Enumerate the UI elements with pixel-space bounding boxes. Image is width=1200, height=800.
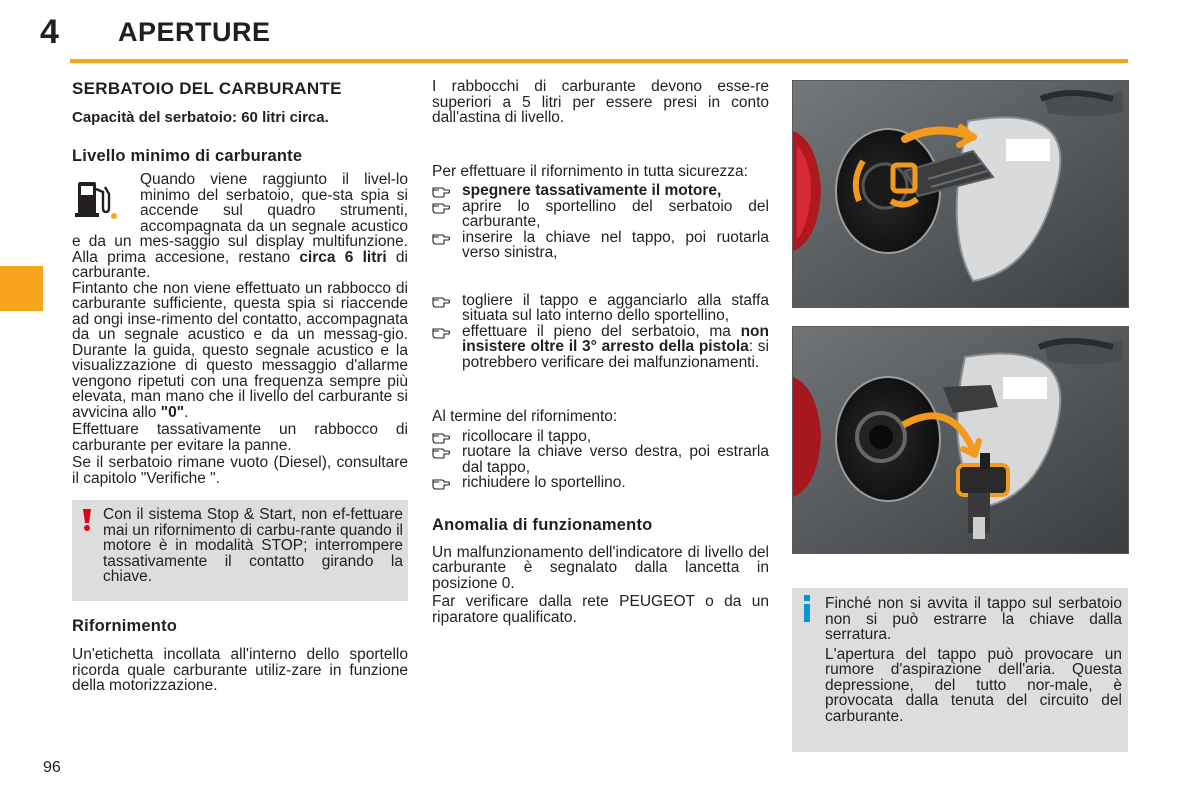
warning-note — [72, 500, 408, 601]
chapter-number: 4 — [40, 13, 59, 51]
safety-intro: Per effettuare il rifornimento in tutta sicurezza: — [432, 162, 748, 180]
text-run: di carburante. — [72, 248, 408, 281]
level-paragraph-3: Effettuare tassativamente un rabbocco di carburante per evitare la panne. — [72, 421, 408, 454]
pointing-hand-icon — [432, 200, 450, 214]
section-title: SERBATOIO DEL CARBURANTE — [72, 79, 342, 98]
list-item — [432, 324, 769, 371]
tank-capacity: Capacità del serbatoio: 60 litri circa. — [72, 109, 329, 126]
refuel-paragraph: Un'etichetta incollata all'interno dello sportello ricorda quale carburante utiliz-zare in funzione della motorizzazione. — [72, 646, 408, 694]
bold-text: "0" — [160, 403, 185, 421]
subsection-title-level: Livello minimo di carburante — [72, 147, 303, 165]
after-refuel-intro: Al termine del rifornimento: — [432, 408, 618, 425]
subsection-title-refuel: Rifornimento — [72, 617, 178, 635]
text-run: togliere il tappo e agganciarlo alla staffa situata sul lato interno dello sportellino, — [462, 291, 769, 324]
fuel-pump-icon — [72, 172, 140, 234]
bold-text: spegnere tassativamente il motore, — [462, 182, 722, 199]
pointing-hand-icon — [432, 476, 450, 490]
level-paragraph-4: Se il serbatoio rimane vuoto (Diesel), consultare il capitolo "Verifiche ". — [72, 454, 408, 487]
info-paragraph-2: L'apertura del tappo può provocare un rumore d'aspirazione dell'aria. Questa depressione, del tutto nor-male, è provocata dalla tenuta del circuito del carburante. — [825, 645, 1122, 725]
pointing-hand-icon — [432, 231, 450, 245]
steps-list-a — [432, 183, 769, 261]
text-run: Fintanto che non viene effettuato un rabbocco di carburante sufficiente, questa spia si riaccende ad ongi inse-rimento del contatto, accompagnata da un segnale acustico e da un messag-gio. Durante la guida, questo segnale acustico e la visualizzazione di questo messaggio d'allarme vengono ripetuti con una frequenza sempre più elevata, man mano che il livello del carburante si avvicina allo — [72, 279, 408, 421]
text-run: ricollocare il tappo, — [462, 427, 592, 445]
chapter-title: APERTURE — [118, 17, 271, 47]
text-run: . — [184, 403, 189, 421]
anomaly-paragraph-1: Un malfunzionamento dell'indicatore di livello del carburante è segnalato dalla lancetta in posizione 0. — [432, 543, 769, 592]
text-run: ruotare la chiave verso destra, poi estrarla dal tappo, — [462, 443, 769, 476]
list-item — [432, 230, 769, 261]
chapter-side-tab — [0, 266, 43, 311]
header-rule — [70, 59, 1128, 63]
column-middle — [432, 79, 769, 625]
bold-text: non insistere oltre il 3° arresto della pistola — [462, 322, 769, 355]
info-icon — [801, 594, 813, 624]
info-paragraph-1: Finché non si avvita il tappo sul serbatoio non si può estrarre la chiave dalla serratura. — [825, 595, 1122, 643]
text-run: richiudere lo sportellino. — [462, 474, 626, 491]
subsection-title-anomaly: Anomalia di funzionamento — [432, 515, 653, 534]
list-item — [432, 293, 769, 324]
pointing-hand-icon — [432, 430, 450, 444]
pointing-hand-icon — [432, 325, 450, 339]
anomaly-paragraph-2: Far verificare dalla rete PEUGEOT o da un riparatore qualificato. — [432, 593, 769, 626]
text-run: effettuare il pieno del serbatoio, ma — [462, 322, 741, 340]
page-number: 96 — [43, 759, 61, 776]
text-run: inserire la chiave nel tappo, poi ruotarla verso sinistra, — [462, 228, 769, 261]
steps-list-b — [432, 293, 769, 371]
pointing-hand-icon — [432, 184, 450, 198]
list-item — [432, 475, 769, 491]
info-note — [792, 588, 1128, 752]
bold-text: circa 6 litri — [299, 248, 387, 266]
photo-fuel-cap-removed — [792, 326, 1129, 554]
refill-note: I rabbocchi di carburante devono esse-re superiori a 5 litri per essere presi in conto dall'astina di livello. — [432, 78, 769, 126]
list-item — [432, 429, 769, 445]
pointing-hand-icon — [432, 445, 450, 459]
steps-list-c — [432, 429, 769, 491]
text-run: aprire lo sportellino del serbatoio del carburante, — [462, 197, 769, 230]
photo-fuel-flap-open — [792, 80, 1129, 308]
pointing-hand-icon — [432, 294, 450, 308]
warning-note-text: Con il sistema Stop & Start, non ef-fettuare mai un rifornimento di carbu-rante quando il motore è in modalità STOP; interrompere tassativamente il contatto girando la chiave. — [103, 506, 403, 585]
exclamation-icon — [80, 508, 94, 530]
text-run: : si potrebbero verificare dei malfunzionamenti. — [462, 338, 769, 371]
list-item — [432, 183, 769, 199]
list-item — [432, 199, 769, 230]
list-item — [432, 444, 769, 475]
text-run: Quando viene raggiunto il livel-lo minimo del serbatoio, que-sta spia si accende sul quadro strumenti, accompagnata da un segnale acustico e da un mes-saggio sul display multifunzione. Alla prima accesione, restano — [72, 171, 408, 266]
column-left — [72, 79, 408, 694]
level-paragraph-2 — [72, 281, 408, 421]
